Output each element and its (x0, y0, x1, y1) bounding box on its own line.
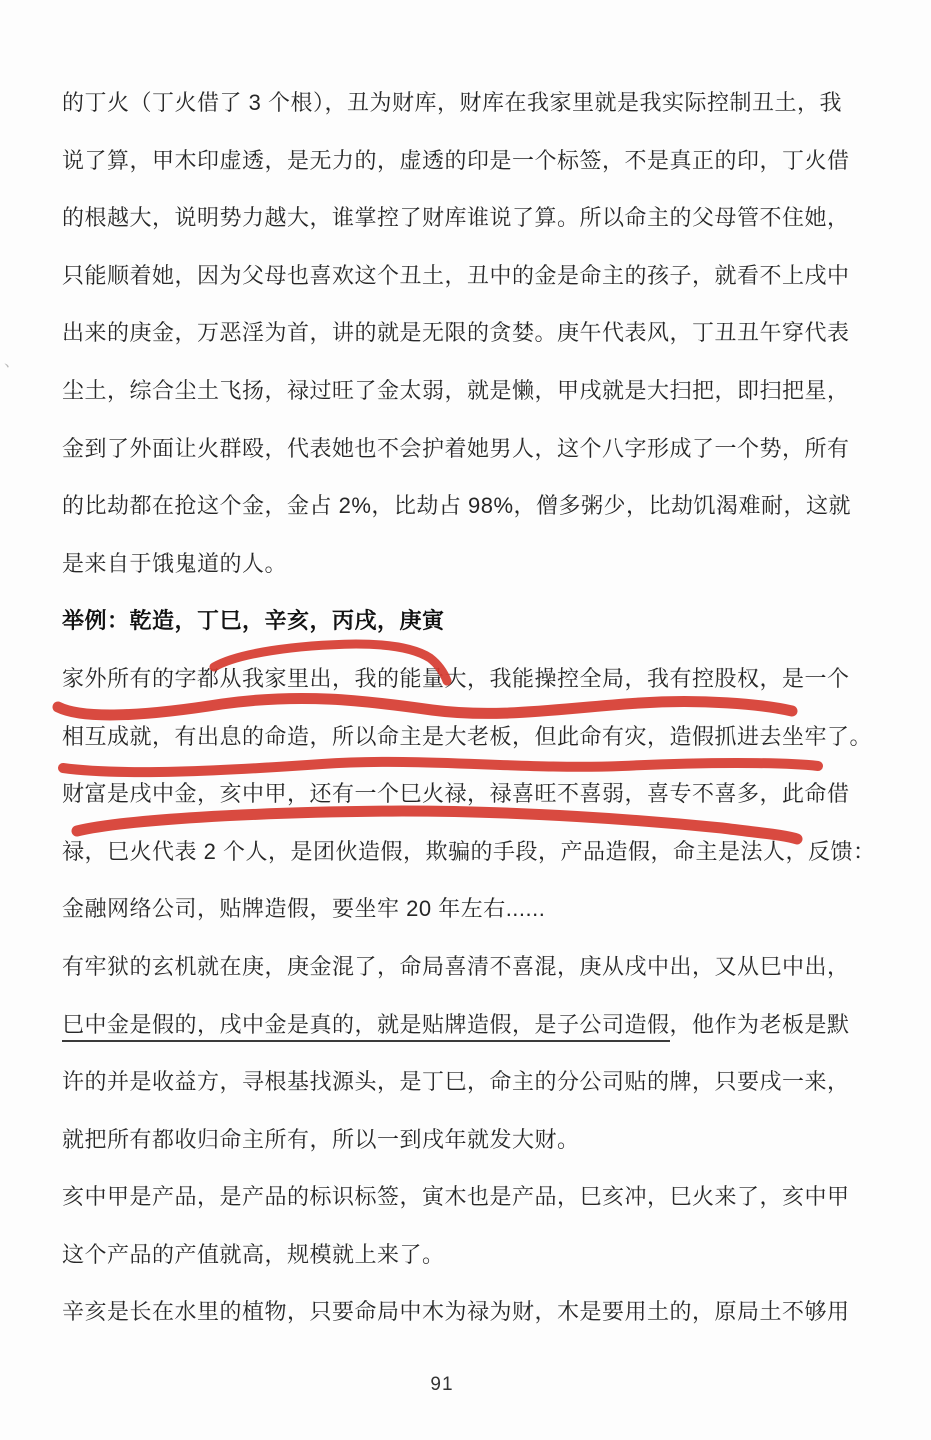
text-segment: 辛亥是长在水里的植物，只要命局中木为禄为财，木是要用土的，原局土不够用 (62, 1299, 850, 1325)
text-segment: 是来自于饿鬼道的人。 (62, 550, 288, 576)
text-line-2 (62, 132, 850, 190)
text-line-3 (62, 189, 850, 247)
text-line-17 (62, 996, 850, 1054)
text-line-22 (62, 1283, 850, 1341)
text-line-16 (62, 938, 850, 996)
text-segment: 禄，巳火代表 2 个人，是团伙造假，欺骗的手段，产品造假，命主是法人，反馈： (62, 838, 876, 864)
text-line-14 (62, 823, 876, 881)
text-line-12 (62, 708, 873, 766)
text-segment: 金融网络公司，贴牌造假，要坐牢 20 年左右...... (62, 896, 546, 922)
text-segment: 许的并是收益方，寻根基找源头，是丁巳，命主的分公司贴的牌，只要戌一来， (62, 1069, 850, 1095)
text-line-7 (62, 420, 850, 478)
text-line-15 (62, 880, 822, 938)
text-segment: 财富是戌中金，亥中甲，还有一个巳火禄，禄喜旺不喜弱，喜专不喜多，此命借 (62, 781, 850, 807)
text-segment: 这个产品的产值就高，规模就上来了。 (62, 1241, 445, 1267)
text-column (62, 74, 876, 1341)
stray-mark: 、 (4, 353, 21, 370)
page-number: 91 (430, 1374, 454, 1395)
text-line-21 (62, 1226, 822, 1284)
text-segment: 只能顺着她，因为父母也喜欢这个丑土，丑中的金是命主的孩子，就看不上戌中 (62, 262, 850, 288)
text-line-8 (62, 477, 852, 535)
text-segment: 就把所有都收归命主所有，所以一到戌年就发大财。 (62, 1126, 580, 1152)
text-segment: 尘土，综合尘土飞扬，禄过旺了金太弱，就是懒，甲戌就是大扫把，即扫把星， (62, 377, 850, 403)
text-line-11 (62, 650, 850, 708)
text-line-10 (62, 592, 822, 650)
text-line-6 (62, 362, 850, 420)
text-line-9 (62, 535, 822, 593)
text-segment: 相互成就，有出息的命造，所以命主是大老板，但此命有灾，造假抓进去坐牢了。 (62, 723, 873, 749)
text-line-20 (62, 1168, 850, 1226)
text-segment: 有牢狱的玄机就在庚，庚金混了，命局喜清不喜混，庚从戌中出，又从巳中出， (62, 953, 850, 979)
text-line-19 (62, 1111, 822, 1169)
text-line-4 (62, 247, 850, 305)
text-line-5 (62, 304, 850, 362)
text-segment: ，他作为老板是默 (669, 1011, 850, 1037)
text-segment: 的比劫都在抢这个金，金占 2%，比劫占 98%，僧多粥少，比劫饥渴难耐，这就 (62, 493, 852, 519)
text-segment: 的丁火（丁火借了 3 个根），丑为财库，财库在我家里就是我实际控制丑土，我 (62, 90, 842, 115)
text-segment: 出来的庚金，万恶淫为首，讲的就是无限的贪婪。庚午代表风，丁丑丑午穿代表 (62, 320, 850, 346)
text-segment: 的根越大，说明势力越大，谁掌控了财库谁说了算。所以命主的父母管不住她， (62, 205, 850, 231)
black-underlined-text: 巳中金是假的，戌中金是真的，就是贴牌造假，是子公司造假 (62, 1012, 670, 1042)
text-line-1 (62, 74, 842, 132)
text-segment: 金到了外面让火群殴，代表她也不会护着她男人，这个八字形成了一个势，所有 (62, 435, 850, 461)
text-segment: 说了算，甲木印虚透，是无力的，虚透的印是一个标签，不是真正的印，丁火借 (62, 147, 850, 173)
text-line-13 (62, 765, 850, 823)
text-segment: 亥中甲是产品，是产品的标识标签，寅木也是产品，巳亥冲，巳火来了，亥中甲 (62, 1184, 850, 1210)
text-line-18 (62, 1053, 850, 1111)
text-segment: 举例：乾造，丁巳，辛亥，丙戌，庚寅 (62, 608, 445, 634)
text-segment: 家外所有的字都从我家里出，我的能量大，我能操控全局，我有控股权，是一个 (62, 665, 850, 691)
